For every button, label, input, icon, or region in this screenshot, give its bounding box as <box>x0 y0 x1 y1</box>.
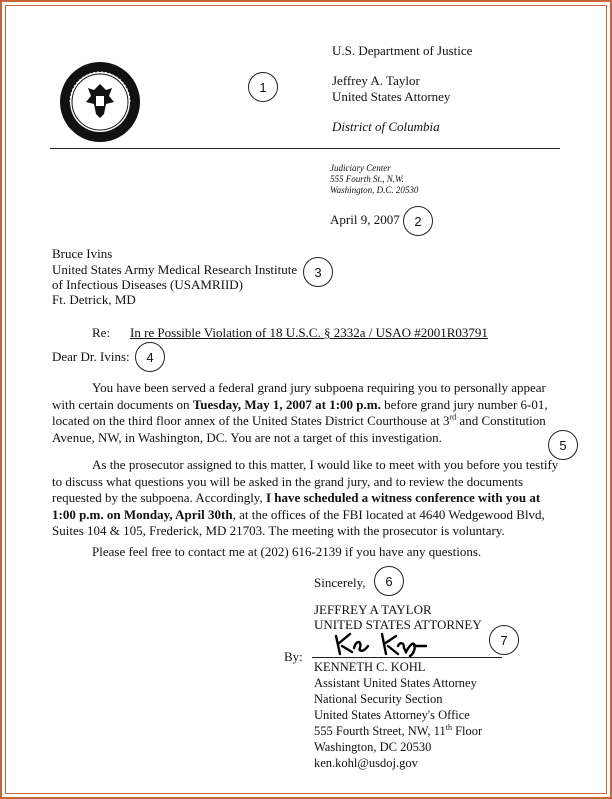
signer-address-1: 555 Fourth Street, NW, 11th Floor <box>314 722 483 738</box>
recipient-line1: Bruce Ivins <box>52 246 113 261</box>
marker-circle-5: 5 <box>548 430 578 460</box>
p2-line4: 1:00 p.m. on Monday, April 30th, at the offices of the FBI located at 4640 Wedgewood Blvd, <box>52 506 545 522</box>
signer-title-3: United States Attorney's Office <box>314 708 470 722</box>
p2-line1: As the prosecutor assigned to this matter, I would like to meet with you before you testify <box>92 457 559 472</box>
signer-title-2: National Security Section <box>314 692 443 706</box>
doj-seal-icon <box>58 60 142 144</box>
attorney-title: United States Attorney <box>332 89 451 104</box>
signature-line <box>312 657 502 658</box>
closing-name: JEFFREY A TAYLOR <box>314 602 432 617</box>
paragraph-3: Please feel free to contact me at (202) 616-2139 if you have any questions. <box>92 544 482 559</box>
closing-title: UNITED STATES ATTORNEY <box>314 617 482 632</box>
department-name: U.S. Department of Justice <box>332 43 473 58</box>
p1-line4: Avenue, NW, in Washington, DC. You are not a target of this investigation. <box>52 429 442 445</box>
by-label: By: <box>284 649 303 664</box>
office-address-line1: Judiciary Center <box>330 163 391 173</box>
office-address-line3: Washington, D.C. 20530 <box>330 185 419 195</box>
p1-line3: located on the third floor annex of the United States District Courthouse at 3rd and Constitution <box>52 412 546 428</box>
re-subject: In re Possible Violation of 18 U.S.C. § 2332a / USAO #2001R03791 <box>130 325 488 340</box>
recipient-line3: of Infectious Diseases (USAMRIID) <box>52 277 243 292</box>
salutation: Dear Dr. Ivins: <box>52 349 130 364</box>
recipient-line4: Ft. Detrick, MD <box>52 292 136 307</box>
district-name: District of Columbia <box>332 119 440 134</box>
p2-line5: Suites 104 & 105, Frederick, MD 21703. The meeting with the prosecutor is voluntary. <box>52 523 505 538</box>
letter-date: April 9, 2007 <box>330 212 400 227</box>
paragraph-1 <box>52 380 552 446</box>
marker-circle-4: 4 <box>135 342 165 372</box>
signer-email: ken.kohl@usdoj.gov <box>314 756 418 770</box>
signer-name: KENNETH C. KOHL <box>314 660 426 674</box>
re-label: Re: <box>92 325 111 340</box>
marker-circle-3: 3 <box>303 257 333 287</box>
p2-line3: requested by the subpoena. Accordingly, I have scheduled a witness conference with you at <box>52 490 541 505</box>
letterhead-rule <box>50 148 560 149</box>
handwritten-signature <box>330 628 440 658</box>
marker-circle-1: 1 <box>248 72 278 102</box>
office-address-line2: 555 Fourth St., N.W. <box>330 174 404 184</box>
recipient-line2: United States Army Medical Research Institute <box>52 262 298 277</box>
p1-line1: You have been served a federal grand jury subpoena requiring you to personally appear <box>92 380 546 395</box>
paragraph-2 <box>52 457 562 540</box>
signer-address-2: Washington, DC 20530 <box>314 740 432 754</box>
closing-sincerely: Sincerely, <box>314 575 366 590</box>
p2-line2: to discuss what questions you will be asked in the grand jury, and to review the documents <box>52 473 524 489</box>
p1-line2: with certain documents on Tuesday, May 1, 2007 at 1:00 p.m. before grand jury number 6-01, <box>52 396 548 412</box>
marker-circle-7: 7 <box>489 625 519 655</box>
signer-title-1: Assistant United States Attorney <box>314 676 477 690</box>
marker-circle-2: 2 <box>403 206 433 236</box>
marker-circle-6: 6 <box>374 566 404 596</box>
attorney-name: Jeffrey A. Taylor <box>332 73 420 88</box>
